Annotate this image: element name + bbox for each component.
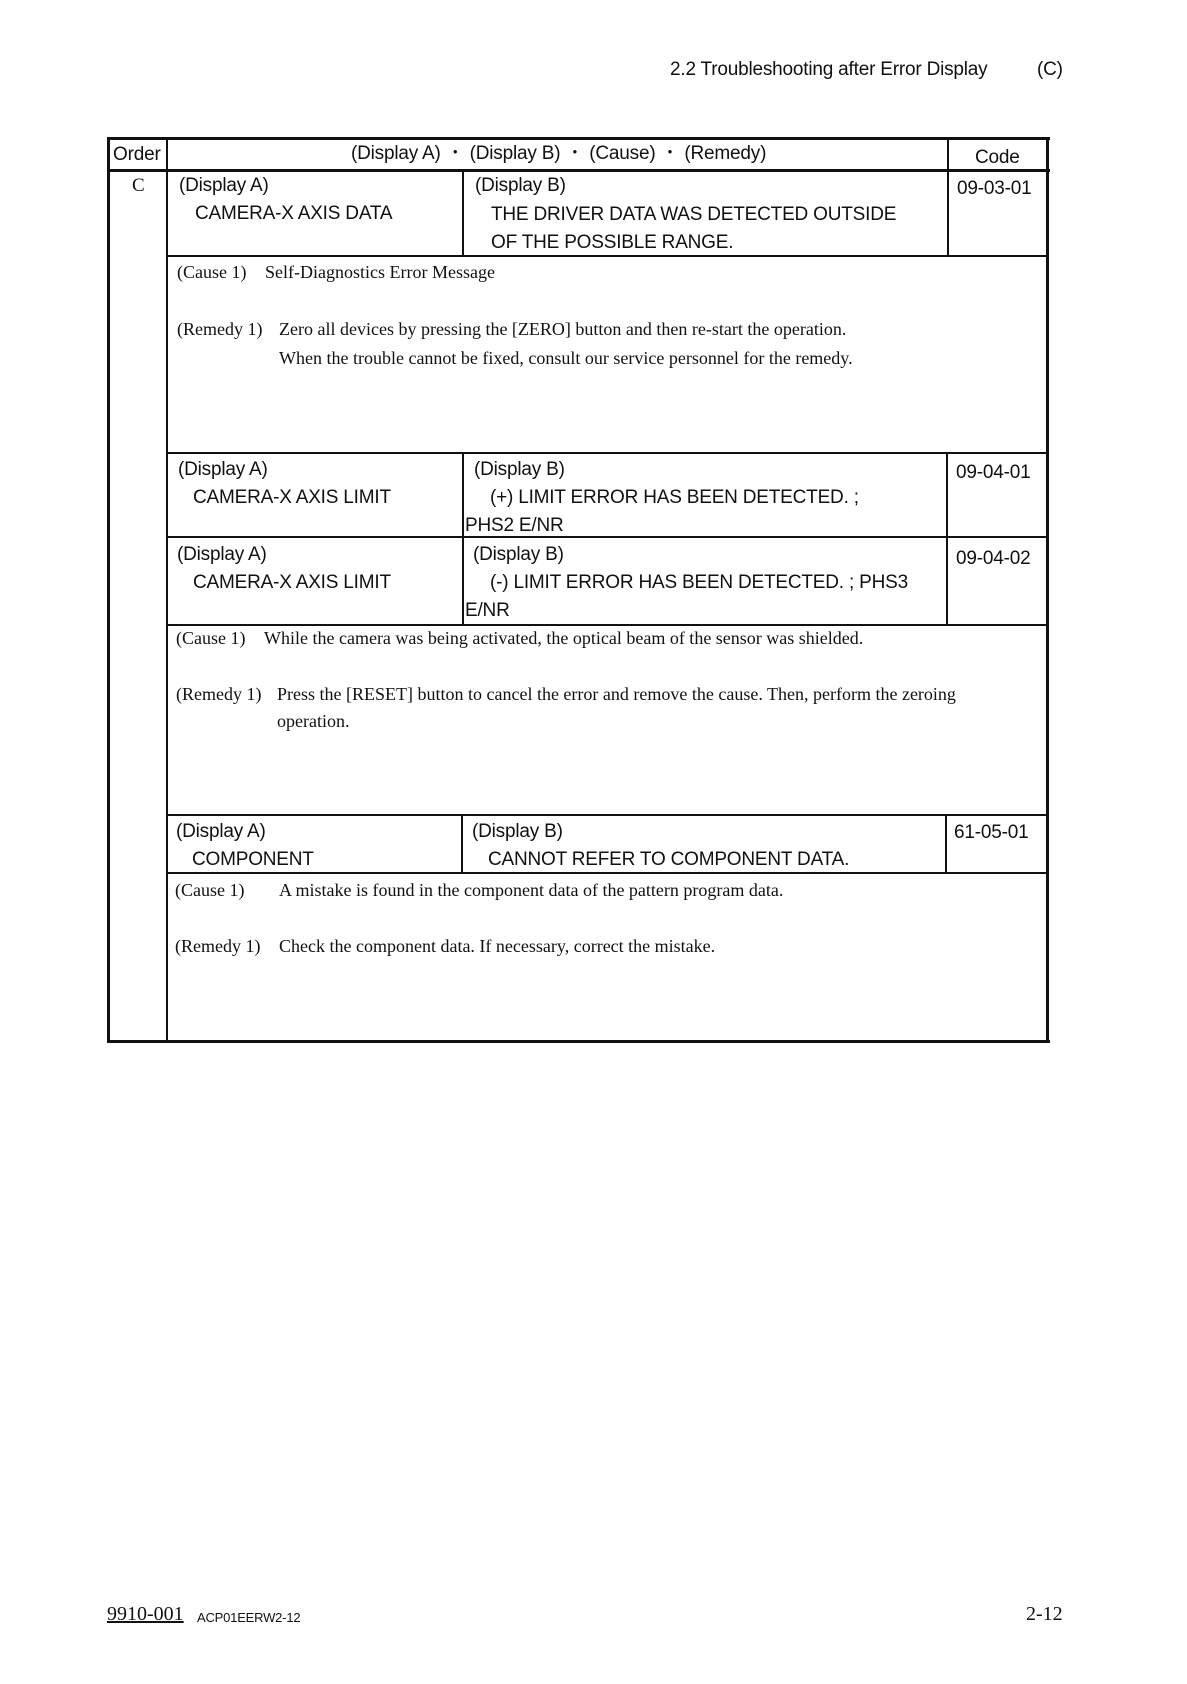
column-header-code: Code [975, 147, 1020, 168]
section-title: 2.2 Troubleshooting after Error Display [670, 59, 988, 80]
display-b-label: (Display B) [472, 821, 563, 842]
remedy-label: (Remedy 1) [177, 319, 263, 339]
order-value: C [132, 175, 145, 196]
remedy-line: When the trouble cannot be fixed, consult our service personnel for the remedy. [279, 348, 853, 368]
display-b-line: (+) LIMIT ERROR HAS BEEN DETECTED. ; [490, 487, 859, 508]
display-b-line: CANNOT REFER TO COMPONENT DATA. [488, 849, 850, 870]
section-letter: (C) [1037, 59, 1063, 80]
cause-text: Self-Diagnostics Error Message [265, 262, 495, 282]
remedy-line: Press the [RESET] button to cancel the error and remove the cause. Then, perform the zeroing [277, 684, 956, 704]
cause-label: (Cause 1) [177, 262, 247, 282]
remedy-label: (Remedy 1) [175, 936, 261, 956]
display-a-label: (Display A) [178, 459, 268, 480]
remedy-label: (Remedy 1) [176, 684, 262, 704]
error-code: 09-04-01 [956, 462, 1031, 483]
cause-text: A mistake is found in the component data of the pattern program data. [279, 880, 784, 900]
display-b-line: PHS2 E/NR [465, 515, 564, 536]
display-a-value: CAMERA-X AXIS DATA [195, 203, 393, 224]
display-b-line: THE DRIVER DATA WAS DETECTED OUTSIDE [491, 204, 897, 225]
display-b-line: (-) LIMIT ERROR HAS BEEN DETECTED. ; PHS3 [490, 572, 908, 593]
error-code: 09-03-01 [957, 178, 1032, 199]
display-a-value: COMPONENT [192, 849, 314, 870]
remedy-line: Check the component data. If necessary, correct the mistake. [279, 936, 716, 956]
page-number: 2-12 [1026, 1603, 1063, 1625]
remedy-line: Zero all devices by pressing the [ZERO] button and then re-start the operation. [279, 319, 847, 339]
cause-text: While the camera was being activated, the optical beam of the sensor was shielded. [264, 628, 864, 648]
error-code: 61-05-01 [954, 822, 1029, 843]
display-b-label: (Display B) [474, 459, 565, 480]
display-a-label: (Display A) [179, 175, 269, 196]
column-header-order: Order [113, 144, 161, 165]
display-b-line: OF THE POSSIBLE RANGE. [491, 232, 734, 253]
display-b-line: E/NR [465, 600, 510, 621]
remedy-line: operation. [277, 711, 350, 731]
display-a-value: CAMERA-X AXIS LIMIT [193, 572, 391, 593]
error-code: 09-04-02 [956, 548, 1031, 569]
cause-label: (Cause 1) [175, 880, 245, 900]
cause-label: (Cause 1) [176, 628, 246, 648]
display-a-value: CAMERA-X AXIS LIMIT [193, 487, 391, 508]
display-a-label: (Display A) [177, 544, 267, 565]
doc-number: 9910-001 [107, 1603, 184, 1625]
display-a-label: (Display A) [176, 821, 266, 842]
column-header-content: (Display A) ・ (Display B) ・ (Cause) ・ (Remedy) [351, 143, 767, 164]
doc-code: ACP01EERW2-12 [197, 1610, 301, 1625]
display-b-label: (Display B) [473, 544, 564, 565]
display-b-label: (Display B) [475, 175, 566, 196]
